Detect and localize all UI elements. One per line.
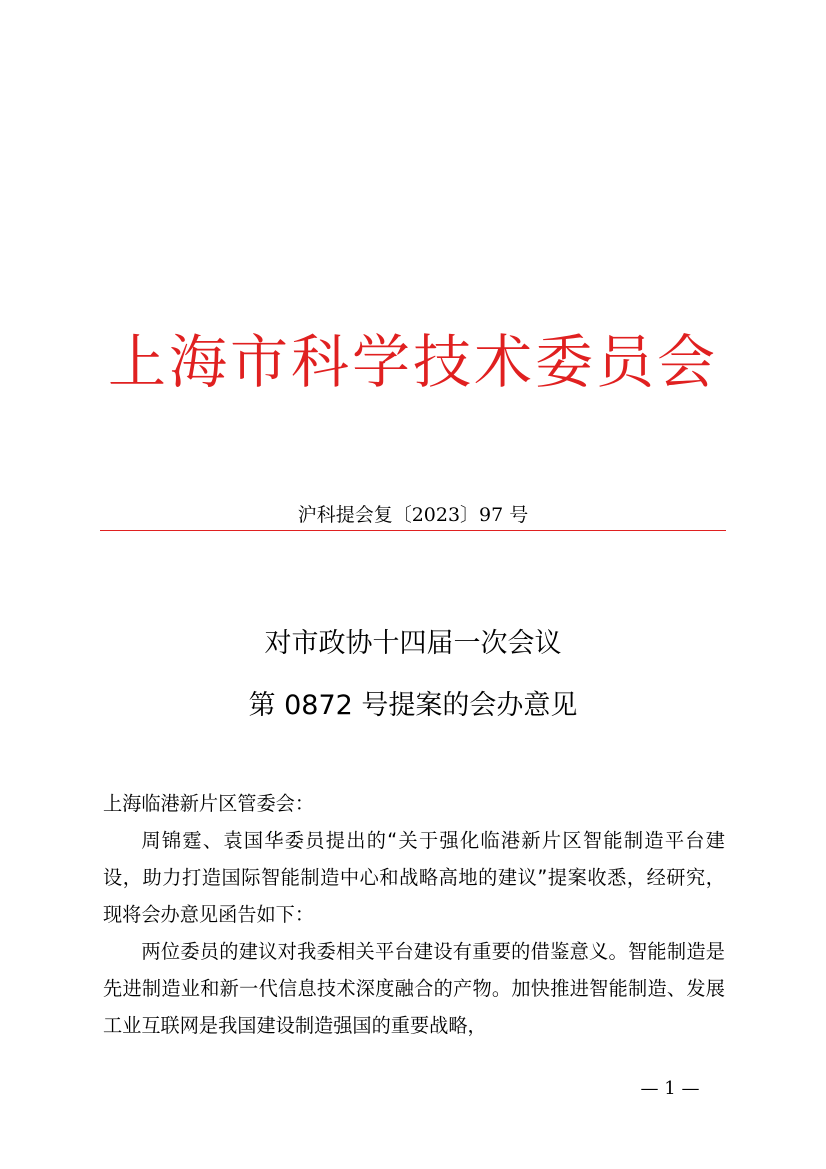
document-title-line-2: 第 0872 号提案的会办意见 (248, 690, 578, 721)
letterhead-divider (100, 530, 726, 531)
body-paragraph-1: 周锦霆、袁国华委员提出的“关于强化临港新片区智能制造平台建设，助力打造国际智能制造中心和战略高地的建议”提案收悉，经研究，现将会办意见函告如下： (103, 829, 725, 926)
salutation: 上海临港新片区管委会： (103, 792, 315, 815)
document-title-line-1: 对市政协十四届一次会议 (264, 628, 562, 659)
page-number: — 1 — (640, 1078, 700, 1099)
body-paragraph-2: 两位委员的建议对我委相关平台建设有重要的借鉴意义。智能制造是先进制造业和新一代信息技术深度融合的产物。加快推进智能制造、发展工业互联网是我国建设制造强国的重要战略， (103, 940, 725, 1037)
document-body (103, 785, 725, 1044)
letterhead-org-name: 上海市科学技术委员会 (107, 328, 718, 396)
document-number: 沪科提会复〔2023〕97 号 (297, 504, 529, 526)
